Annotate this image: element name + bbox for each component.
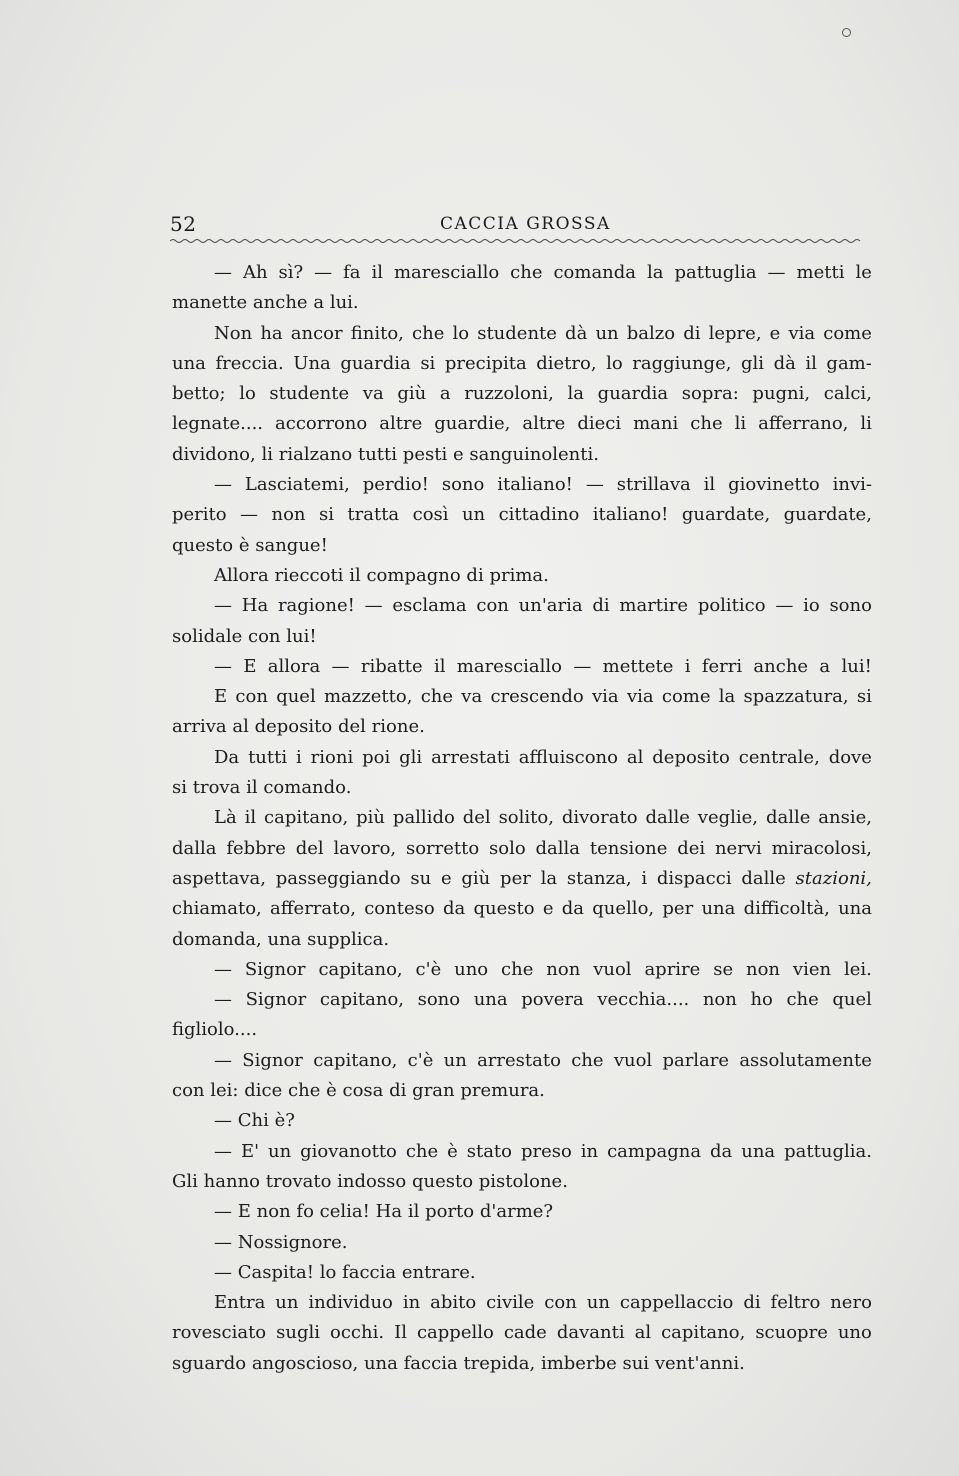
text-line: una freccia. Una guardia si precipita dietro, lo raggiunge, gli dà il gam-	[172, 352, 872, 374]
text-line: — Nossignore.	[214, 1231, 348, 1253]
text-line: chiamato, afferrato, conteso da questo e da quello, per una difficoltà, una	[172, 898, 872, 920]
text-line: arriva al deposito del rione.	[172, 716, 425, 738]
text-line: sguardo angoscioso, una faccia trepida, imberbe sui vent'anni.	[172, 1352, 745, 1374]
text-line: figliolo....	[172, 1019, 258, 1041]
text-line: manette anche a lui.	[172, 292, 359, 314]
text-line: domanda, una supplica.	[172, 928, 390, 950]
text-line: — Caspita! lo faccia entrare.	[214, 1261, 476, 1283]
text-line: Non ha ancor finito, che lo studente dà un balzo di lepre, e via come	[214, 322, 872, 344]
decorative-wavy-rule	[170, 238, 864, 244]
text-line: Da tutti i rioni poi gli arrestati affluiscono al deposito centrale, dove	[214, 746, 872, 768]
text-line: — E non fo celia! Ha il porto d'arme?	[214, 1201, 554, 1223]
text-line: legnate.... accorrono altre guardie, altre dieci mani che li afferrano, li	[172, 413, 872, 435]
text-line: con lei: dice che è cosa di gran premura.	[172, 1080, 545, 1102]
body-text	[172, 258, 872, 1379]
text-line: questo è sangue!	[172, 534, 328, 556]
text-line: — Ah sì? — fa il maresciallo che comanda la pattuglia — metti le	[214, 262, 872, 283]
text-line: dividono, li rialzano tutti pesti e sanguinolenti.	[172, 443, 599, 465]
text-line: perito — non si tratta così un cittadino italiano! guardate, guardate,	[172, 504, 872, 526]
text-line: — Signor capitano, c'è uno che non vuol aprire se non vien lei.	[214, 958, 872, 980]
text-line: solidale con lui!	[172, 625, 317, 647]
text-line: betto; lo studente va giù a ruzzoloni, la guardia sopra: pugni, calci,	[172, 383, 872, 405]
text-line: Gli hanno trovato indosso questo pistolone.	[172, 1170, 568, 1192]
text-line: aspettava, passeggiando su e giù per la stanza, i dispacci dalle stazioni,	[172, 867, 872, 889]
text-line: E con quel mazzetto, che va crescendo via via come la spazzatura, si	[214, 686, 872, 708]
text-line: — E' un giovanotto che è stato preso in campagna da una pattuglia.	[214, 1140, 872, 1162]
text-line: Entra un individuo in abito civile con un cappellaccio di feltro nero	[214, 1292, 872, 1314]
ring-mark-icon	[842, 28, 851, 37]
text-line: — Chi è?	[214, 1110, 295, 1132]
running-title: CACCIA GROSSA	[440, 214, 611, 234]
text-line: — E allora — ribatte il maresciallo — mettete i ferri anche a lui!	[214, 655, 872, 677]
text-line: — Signor capitano, c'è un arrestato che vuol parlare assolutamente	[214, 1049, 872, 1071]
page-header	[170, 210, 870, 236]
text-line: — Ha ragione! — esclama con un'aria di martire politico — io sono	[214, 595, 872, 617]
text-line: dalla febbre del lavoro, sorretto solo dalla tensione dei nervi miracolosi,	[172, 837, 872, 859]
text-line: Là il capitano, più pallido del solito, divorato dalle veglie, dalle ansie,	[214, 807, 872, 829]
page-number: 52	[170, 212, 197, 236]
text-line: Allora rieccoti il compagno di prima.	[214, 564, 549, 586]
text-line: si trova il comando.	[172, 777, 352, 799]
text-line: — Signor capitano, sono una povera vecchia.... non ho che quel	[214, 989, 872, 1011]
text-line: — Lasciatemi, perdio! sono italiano! — strillava il giovinetto invi-	[214, 474, 872, 496]
text-line: rovesciato sugli occhi. Il cappello cade davanti al capitano, scuopre uno	[172, 1322, 872, 1344]
